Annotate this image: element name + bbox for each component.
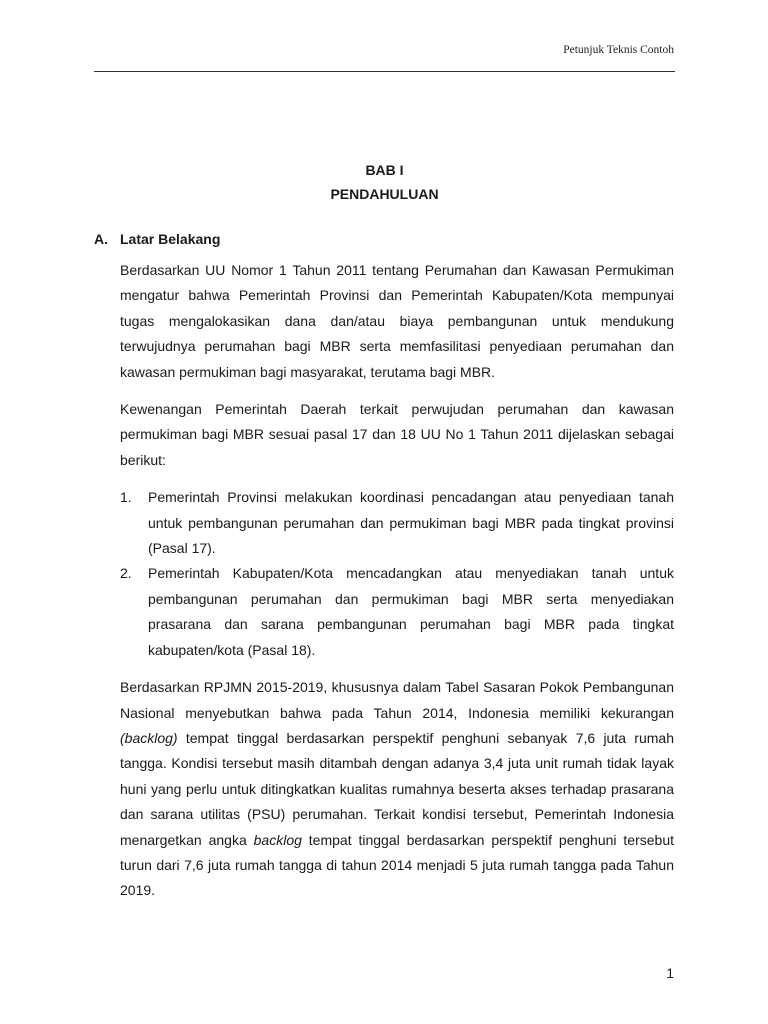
paragraph-3-text-b: tempat tinggal berdasarkan perspektif penghuni sebanyak 7,6 juta rumah tangga. Kondisi tersebut masih ditambah dengan adanya 3,4 juta unit rumah tidak layak huni yang perlu untuk ditingkatkan kualitas rumahnya beserta akses terhadap prasarana dan sarana utilitas (PSU) perumahan. Terkait kondisi tersebut, Pemerintah Indonesia menargetkan angka	[120, 729, 674, 848]
paragraph-3-italic-backlog-2: backlog	[253, 831, 302, 848]
paragraph-3	[120, 675, 674, 904]
running-header: Petunjuk Teknis Contoh	[563, 44, 674, 56]
section-title: Latar Belakang	[120, 231, 221, 247]
section-body	[120, 258, 674, 916]
list-item-number: 1.	[120, 489, 132, 506]
section-letter: A.	[94, 231, 108, 247]
list-item-text: Pemerintah Kabupaten/Kota mencadangkan atau menyediakan tanah untuk pembangunan perumahan dan permukiman bagi MBR serta menyediakan prasarana dan sarana pembangunan perumahan bagi MBR pada tingkat kabupaten/kota (Pasal 18).	[148, 565, 674, 658]
paragraph-2: Kewenangan Pemerintah Daerah terkait perwujudan perumahan dan kawasan permukiman bagi MBR sesuai pasal 17 dan 18 UU No 1 Tahun 2011 dijelaskan sebagai berikut:	[120, 401, 674, 468]
list-item	[120, 561, 674, 663]
paragraph-3-italic-backlog: (backlog)	[120, 729, 178, 746]
paragraph-1: Berdasarkan UU Nomor 1 Tahun 2011 tentang Perumahan dan Kawasan Permukiman mengatur bahwa Pemerintah Provinsi dan Pemerintah Kabupaten/Kota mempunyai tugas mengalokasikan dana dan/atau biaya pembangunan untuk mendukung terwujudnya perumahan bagi MBR serta memfasilitasi penyediaan perumahan dan kawasan permukiman bagi masyarakat, terutama bagi MBR.	[120, 262, 674, 380]
numbered-list	[120, 485, 674, 663]
section-heading	[94, 229, 220, 249]
list-item	[120, 485, 674, 561]
chapter-number: BAB I	[365, 162, 404, 178]
chapter-heading	[94, 158, 675, 206]
list-item-text: Pemerintah Provinsi melakukan koordinasi pencadangan atau penyediaan tanah untuk pembangunan perumahan dan permukiman bagi MBR pada tingkat provinsi (Pasal 17).	[148, 489, 674, 557]
paragraph-3-text-c: tempat tinggal berdasarkan perspektif penghuni tersebut turun dari 7,6 juta rumah tangga di tahun 2014 menjadi 5 juta rumah tangga pada Tahun 2019.	[120, 831, 674, 899]
list-item-number: 2.	[120, 565, 132, 582]
header-divider	[94, 71, 675, 72]
chapter-title: PENDAHULUAN	[330, 186, 439, 202]
paragraph-3-text-a: Berdasarkan RPJMN 2015-2019, khususnya dalam Tabel Sasaran Pokok Pembangunan Nasional menyebutkan bahwa pada Tahun 2014, Indonesia memiliki kekurangan	[120, 679, 674, 721]
page-number: 1	[666, 965, 674, 981]
